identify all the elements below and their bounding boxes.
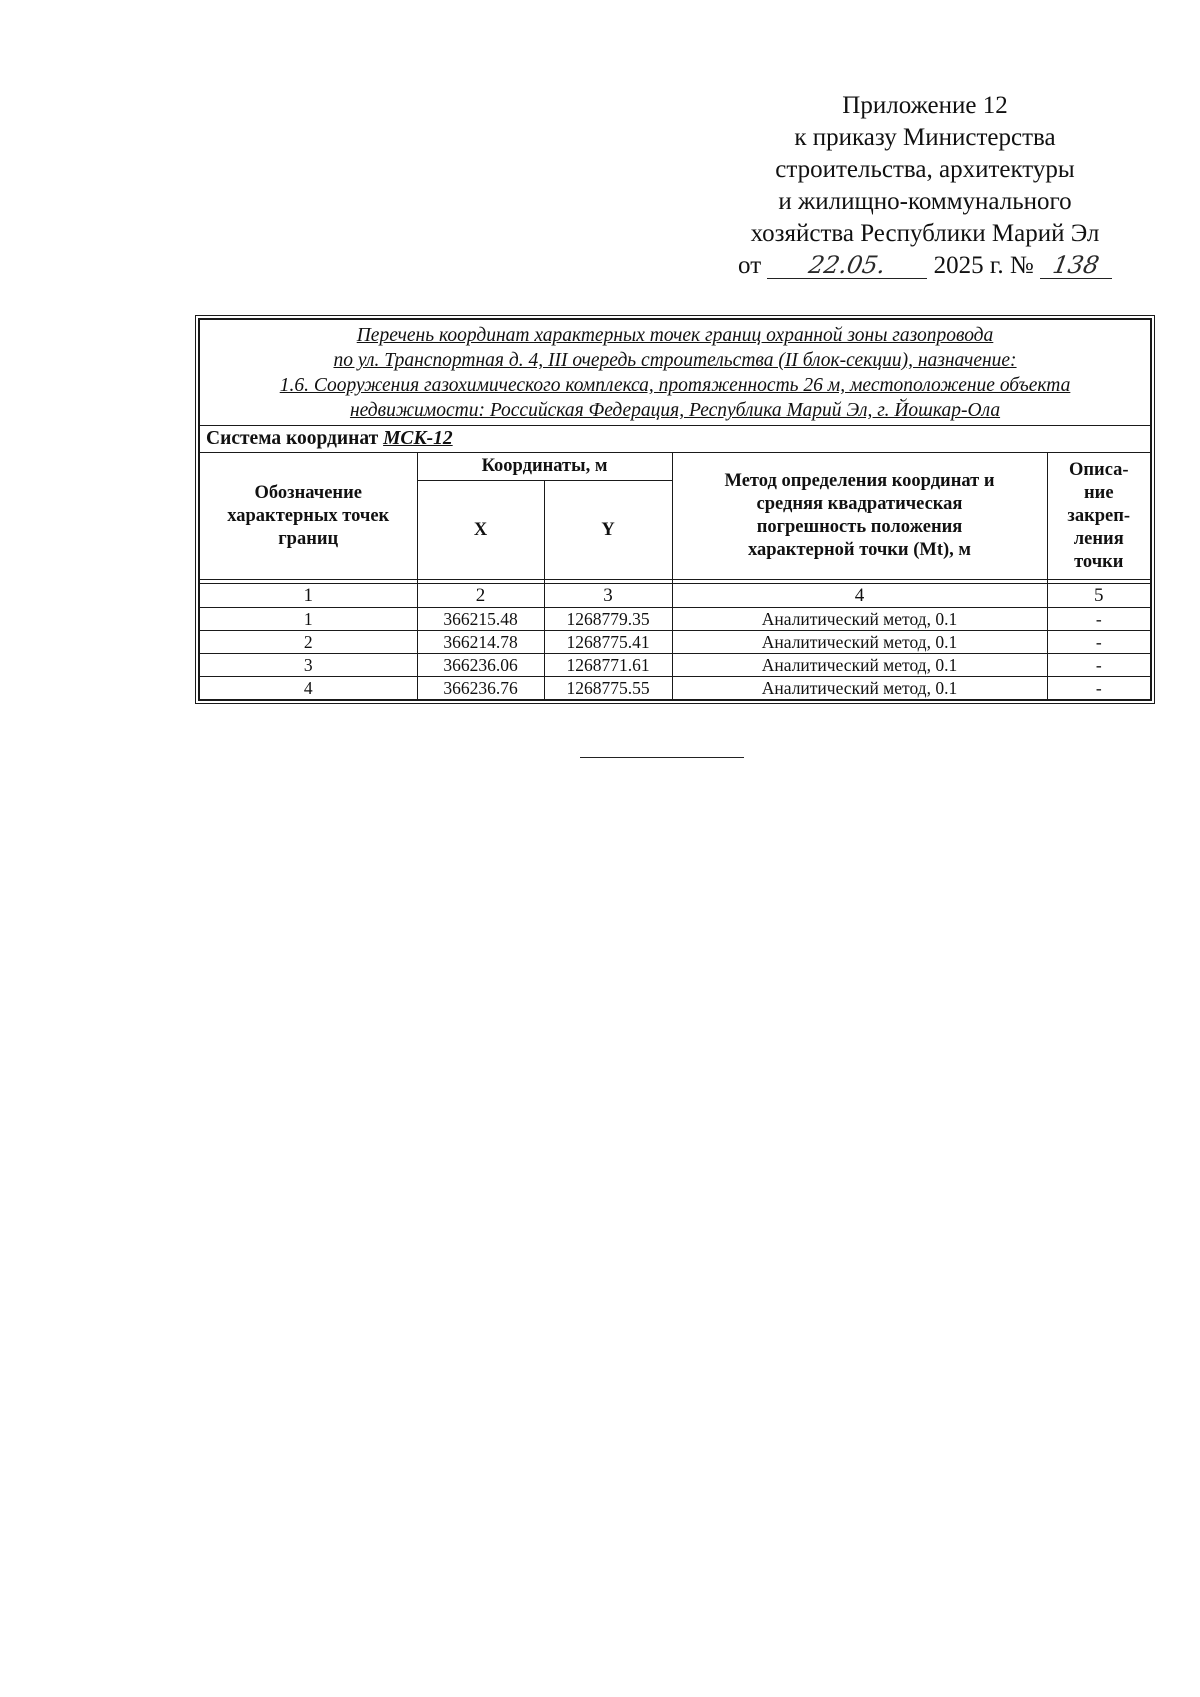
coordinate-system-label: Система координат [206,428,379,449]
table-caption [199,319,1151,426]
header-desc-line: закреп- [1067,505,1131,526]
coordinates-table [198,318,1152,701]
y-cell: 1268771.61 [544,654,672,677]
column-number: 2 [417,584,544,608]
column-number: 1 [199,584,417,608]
table-row [199,631,1151,654]
point-cell: 4 [199,677,417,701]
appendix-title: Приложение 12 [842,92,1008,119]
header-desc-line: ние [1084,482,1114,503]
point-cell: 2 [199,631,417,654]
description-cell: - [1047,608,1151,631]
x-cell: 366214.78 [417,631,544,654]
order-date-line [690,250,1160,282]
order-date-handwritten: 22.05. [806,251,889,279]
x-cell: 366236.76 [417,677,544,701]
order-number-handwritten: 138 [1050,251,1102,279]
point-cell: 1 [199,608,417,631]
method-cell: Аналитический метод, 0.1 [672,654,1047,677]
header-y: Y [544,481,672,580]
y-cell: 1268779.35 [544,608,672,631]
column-number: 3 [544,584,672,608]
header-coordinates: Координаты, м [417,453,672,481]
description-cell: - [1047,654,1151,677]
method-cell: Аналитический метод, 0.1 [672,677,1047,701]
header-x: X [417,481,544,580]
caption-line-1: Перечень координат характерных точек границ охранной зоны газопровода [356,325,994,346]
order-reference-line-2: строительства, архитектуры [775,156,1075,183]
order-number-field [1040,252,1112,279]
order-reference-line-3: и жилищно-коммунального [778,188,1072,215]
header-point-line: характерных точек [227,505,390,526]
order-reference-line-1: к приказу Министерства [794,124,1056,151]
column-number: 4 [672,584,1047,608]
caption-line-3: 1.6. Сооружения газохимического комплекса, протяженность 26 м, местоположение объекта [279,375,1071,396]
header-description [1047,453,1151,580]
header-desc-line: ления [1073,528,1124,549]
y-cell: 1268775.55 [544,677,672,701]
header-method-line: погрешность положения [756,517,963,537]
caption-line-4: недвижимости: Российская Федерация, Республика Марий Эл, г. Йошкар-Ола [349,400,1001,421]
header-point-designation [199,453,417,580]
order-reference-line-4: хозяйства Республики Марий Эл [750,220,1100,247]
point-cell: 3 [199,654,417,677]
header-desc-line: точки [1074,551,1124,572]
header-method-line: средняя квадратическая [756,494,963,514]
table-row [199,677,1151,701]
header-method [672,453,1047,580]
header-point-line: Обозначение [254,482,362,503]
y-cell: 1268775.41 [544,631,672,654]
document-header [690,90,1160,282]
date-prefix: от [738,252,762,279]
method-cell: Аналитический метод, 0.1 [672,608,1047,631]
table-row [199,654,1151,677]
column-number: 5 [1047,584,1151,608]
table-row [199,608,1151,631]
header-point-line: границ [278,528,339,549]
method-cell: Аналитический метод, 0.1 [672,631,1047,654]
caption-line-2: по ул. Транспортная д. 4, III очередь строительства (II блок-секции), назначение: [333,350,1017,371]
order-year-text: 2025 г. № [933,252,1034,279]
description-cell: - [1047,631,1151,654]
description-cell: - [1047,677,1151,701]
end-of-document-rule [580,757,744,758]
order-date-field [767,252,927,279]
coordinate-system-value: МСК-12 [383,428,453,449]
coordinate-system-row [199,426,1151,453]
column-number-row [199,584,1151,608]
header-method-line: Метод определения координат и [724,471,995,491]
x-cell: 366215.48 [417,608,544,631]
x-cell: 366236.06 [417,654,544,677]
header-method-line: характерной точки (Mt), м [747,540,972,560]
header-desc-line: Описа- [1068,459,1129,480]
